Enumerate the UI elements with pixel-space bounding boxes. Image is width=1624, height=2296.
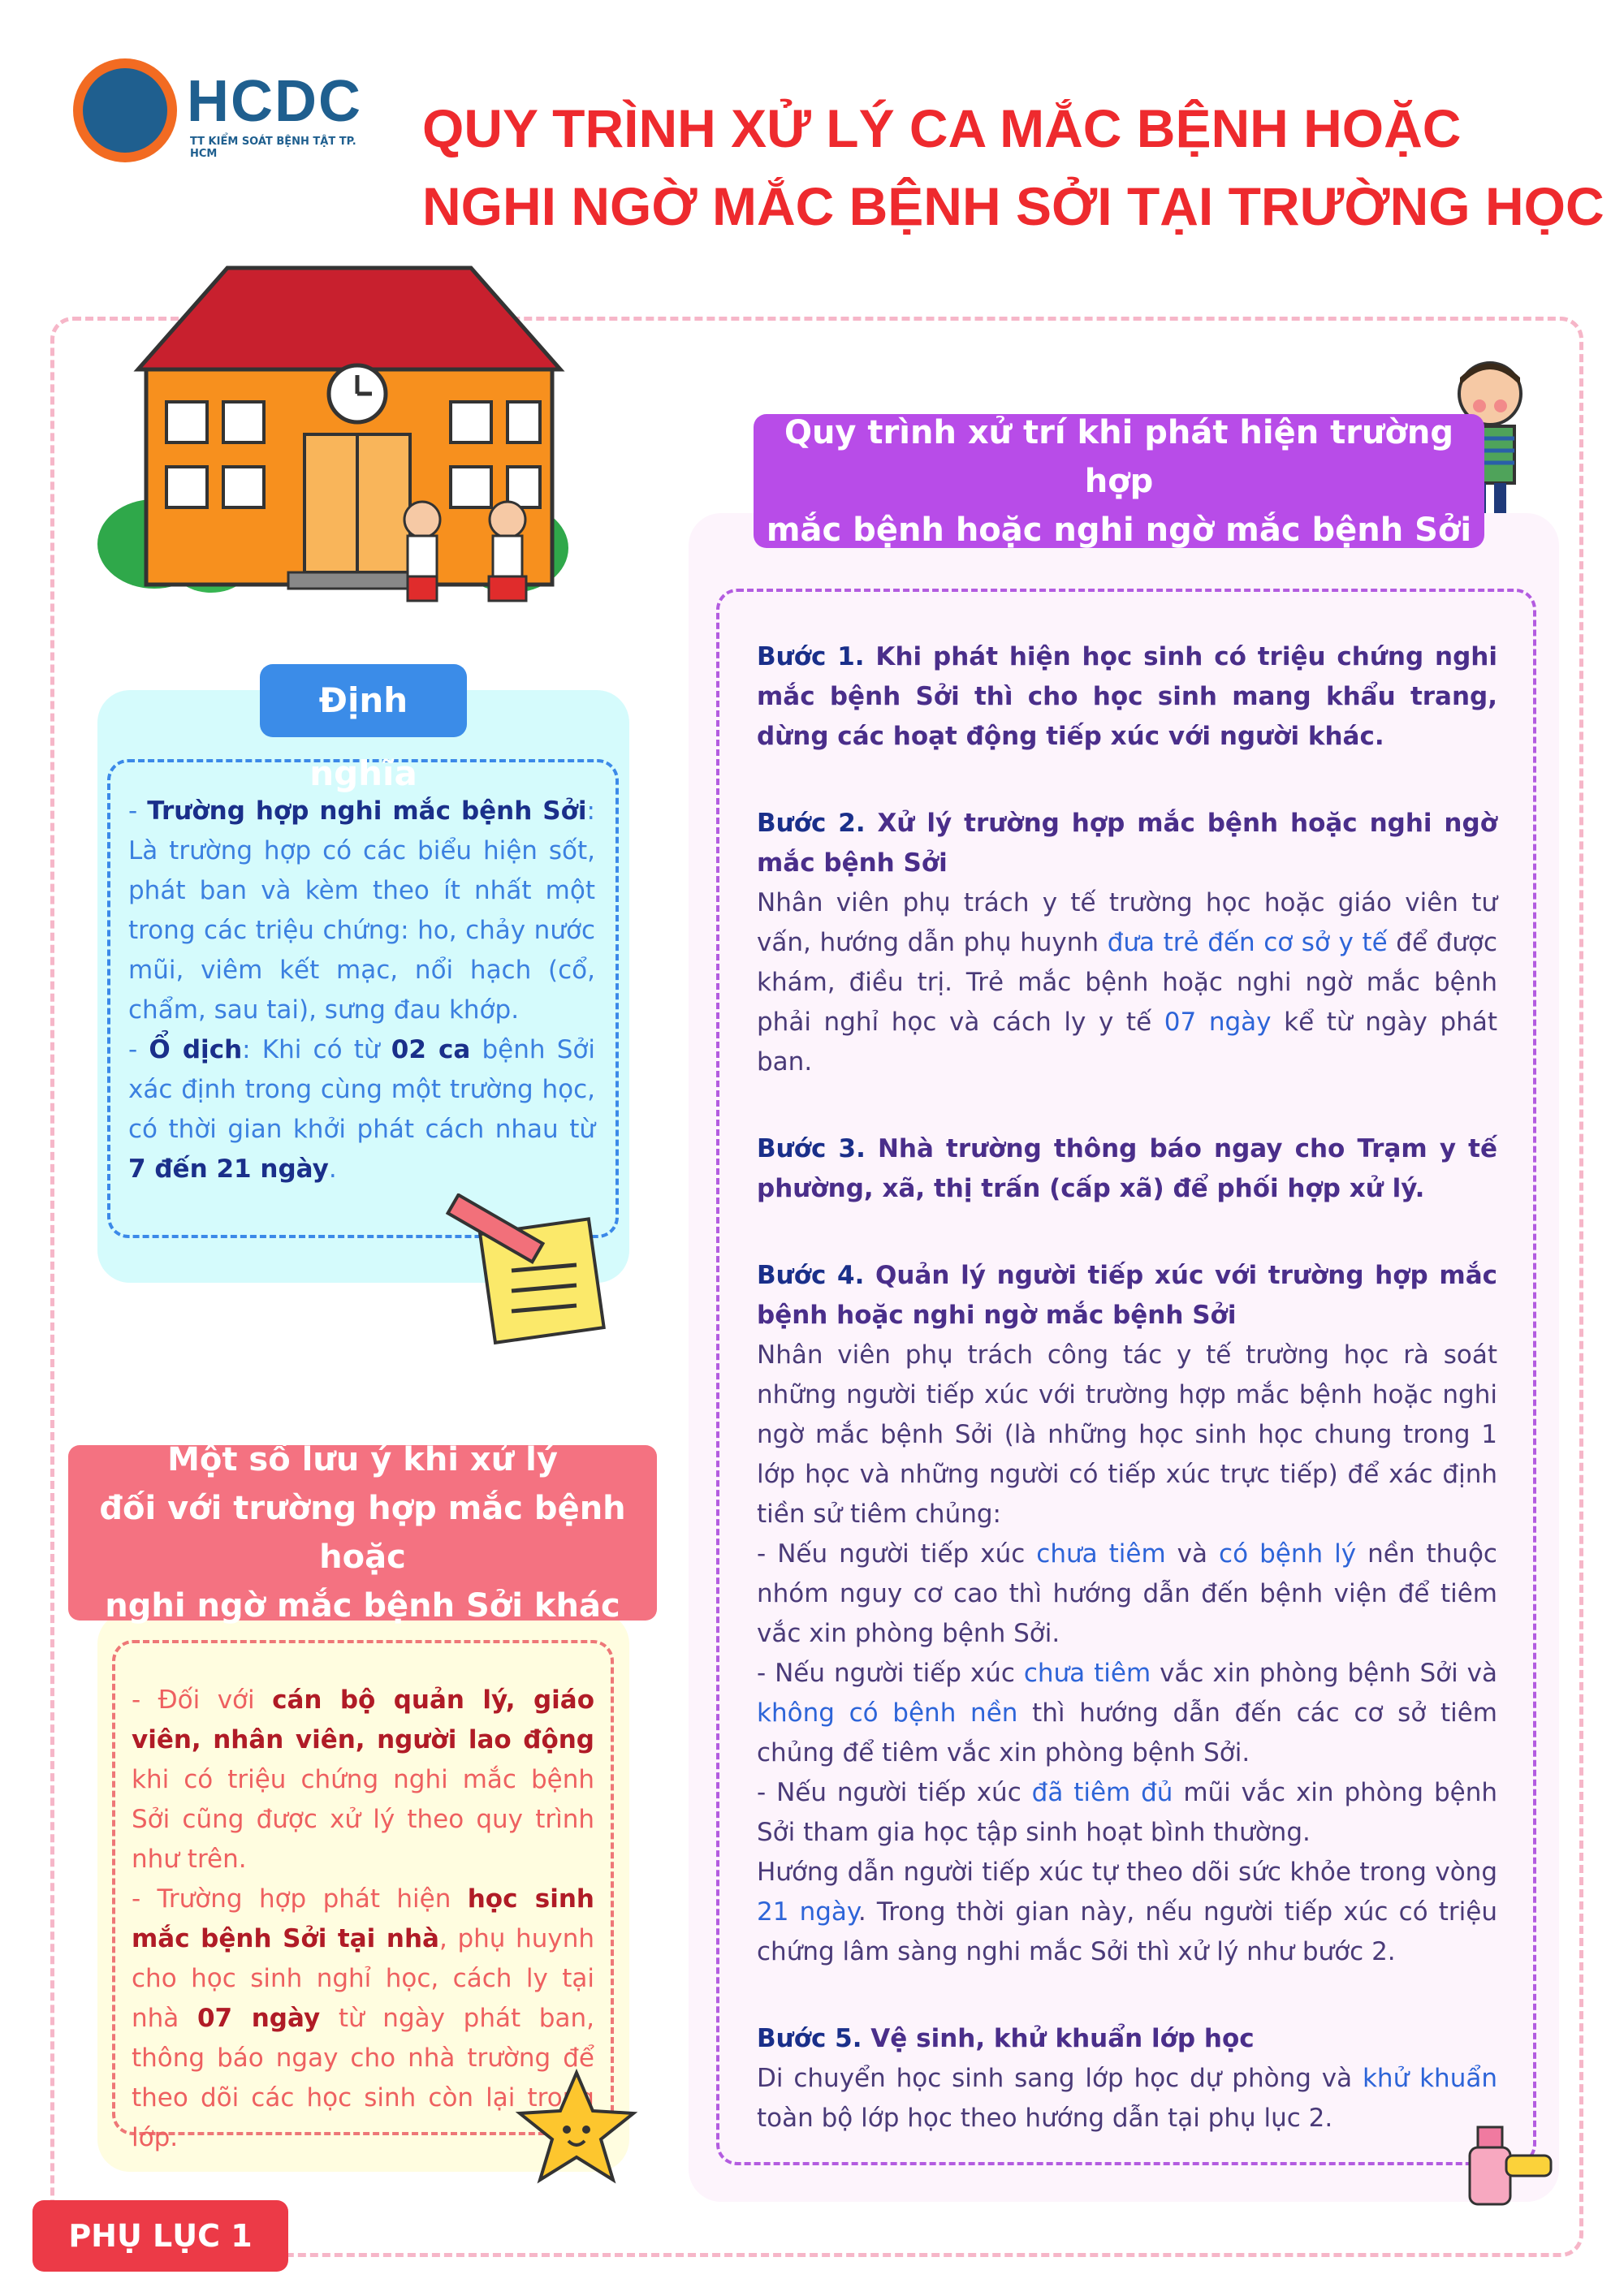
logo-subtitle: TT KIỂM SOÁT BỆNH TẬT TP. HCM bbox=[190, 136, 356, 160]
process-title: Quy trình xử trí khi phát hiện trường hợp mắc bệnh hoặc nghi ngờ mắc bệnh Sởi bbox=[754, 414, 1484, 548]
logo-emblem-icon bbox=[73, 58, 177, 162]
title-line-2: NGHI NGỜ MẮC BỆNH SỞI TẠI TRƯỜNG HỌC bbox=[422, 176, 1605, 236]
step-2: Bước 2. Xử lý trường hợp mắc bệnh hoặc nghi ngờ mắc bệnh Sởi Nhân viên phụ trách y tế trường học hoặc giáo viên tư vấn, hướng dẫn phụ huynh đưa trẻ đến cơ sở y tế để được khám, điều trị. Trẻ mắc bệnh hoặc nghi ngờ mắc bệnh phải nghỉ học và cách ly y tế 07 ngày kể từ ngày phát ban. bbox=[757, 809, 1497, 1077]
appendix-badge: PHỤ LỤC 1 bbox=[32, 2200, 288, 2272]
note-staff: - Đối với cán bộ quản lý, giáo viên, nhân viên, người lao động khi có triệu chứng nghi mắc bệnh Sởi cũng được xử lý theo quy trình như trên. bbox=[132, 1685, 594, 1874]
sticky-note-pencil-illustration bbox=[438, 1193, 609, 1348]
logo-text: HCDC bbox=[187, 69, 362, 134]
page-title bbox=[422, 89, 1608, 245]
title-line-1: QUY TRÌNH XỬ LÝ CA MẮC BỆNH HOẶC bbox=[422, 98, 1462, 158]
smiling-star-illustration bbox=[512, 2066, 641, 2188]
definition-text bbox=[128, 792, 595, 1189]
note-home-case: - Trường hợp phát hiện học sinh mắc bệnh Sởi tại nhà, phụ huynh cho học sinh nghỉ học, cách ly tại nhà 07 ngày từ ngày phát ban, thông báo ngay cho nhà trường để theo dõi các học sinh còn lại trong lớp. bbox=[132, 1884, 594, 2152]
step-3: Bước 3. Nhà trường thông báo ngay cho Trạm y tế phường, xã, thị trấn (cấp xã) để phối hợp xử lý. bbox=[757, 1134, 1497, 1203]
process-steps bbox=[757, 637, 1497, 2186]
definition-title: Định nghĩa bbox=[260, 664, 467, 737]
school-building-illustration bbox=[89, 260, 617, 617]
definition-outbreak: - Ổ dịch: Khi có từ 02 ca bệnh Sởi xác định trong cùng một trường học, có thời gian khởi phát cách nhau từ 7 đến 21 ngày. bbox=[128, 1035, 595, 1184]
step-1: Bước 1. Khi phát hiện học sinh có triệu chứng nghi mắc bệnh Sởi thì cho học sinh mang khẩu trang, dừng các hoạt động tiếp xúc với người khác. bbox=[757, 642, 1497, 751]
notes-title: Một số lưu ý khi xử lý đối với trường hợp mắc bệnh hoặc nghi ngờ mắc bệnh Sởi khác bbox=[68, 1445, 657, 1621]
step-4: Bước 4. Quản lý người tiếp xúc với trường hợp mắc bệnh hoặc nghi ngờ mắc bệnh Sởi Nhân viên phụ trách công tác y tế trường học rà soát những người tiếp xúc với trường hợp mắc bệnh hoặc nghi ngờ mắc bệnh Sởi (là những học sinh học chung trong 1 lớp học và những người có tiếp xúc trực tiếp) để xác định tiền sử tiêm chủng: - Nếu người tiếp xúc chưa tiêm và có bệnh lý nền thuộc nhóm nguy cơ cao thì hướng dẫn đến bệnh viện để tiêm vắc xin phòng bệnh Sởi. - Nếu người tiếp xúc chưa tiêm vắc xin phòng bệnh Sởi và không có bệnh nền thì hướng dẫn đến các cơ sở tiêm chủng để tiêm vắc xin phòng bệnh Sởi. - Nếu người tiếp xúc đã tiêm đủ mũi vắc xin phòng bệnh Sởi tham gia học tập sinh hoạt bình thường. Hướng dẫn người tiếp xúc tự theo dõi sức khỏe trong vòng 21 ngày. Trong thời gian này, nếu người tiếp xúc có triệu chứng lâm sàng nghi mắc Sởi thì xử lý như bước 2. bbox=[757, 1261, 1497, 1966]
step-5: Bước 5. Vệ sinh, khử khuẩn lớp học Di chuyển học sinh sang lớp học dự phòng và khử khuẩn toàn bộ lớp học theo hướng dẫn tại phụ lục 2. bbox=[757, 2024, 1497, 2133]
definition-suspected-case: - Trường hợp nghi mắc bệnh Sởi: Là trường hợp có các biểu hiện sốt, phát ban và kèm theo ít nhất một trong các triệu chứng: ho, chảy nước mũi, viêm kết mạc, nổi hạch (cổ, chẩm, sau tai), sưng đau khớp. bbox=[128, 796, 595, 1025]
hcdc-logo bbox=[73, 58, 374, 164]
spray-bottle-illustration bbox=[1445, 2111, 1559, 2208]
